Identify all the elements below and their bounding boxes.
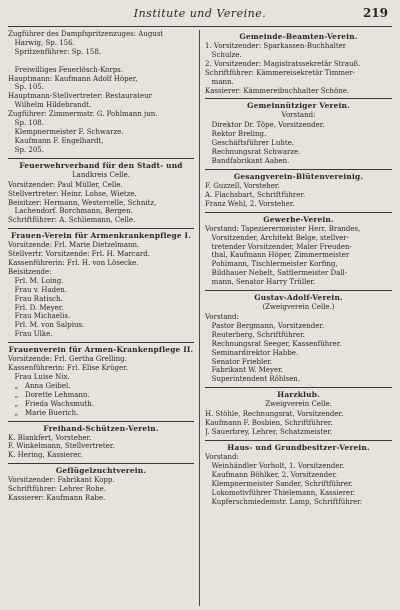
section-subtitle: Landkreis Celle.: [72, 170, 130, 179]
entry-line: tretender Vorsitzender, Maler Freuden-: [205, 242, 352, 251]
section-rule: [8, 158, 194, 159]
entry-line: Vorsitzende: Frl. Gertha Grelling.: [8, 355, 127, 364]
section-title: Gemeinnütziger Verein.: [247, 101, 350, 111]
entry-line: K. Hering, Kassierer.: [8, 451, 83, 460]
section-title: Haus- und Grundbesitzer-Verein.: [227, 443, 370, 452]
entry-line: Zugführer: Zimmermstr. G. Pohlmann jun.: [8, 110, 158, 119]
section-rule: [205, 98, 392, 99]
society-section: [205, 212, 392, 287]
entry-line: 1. Vorsitzender: Sparkassen-Buchhalter: [205, 42, 347, 50]
entry-line: Sp. 108.: [8, 119, 44, 128]
entry-line: J. Sauerbrey, Lehrer, Schatzmeister.: [205, 428, 333, 437]
entry-line: Sp. 105.: [8, 83, 44, 92]
section-title: Feuerwehrverband für den Stadt- und: [19, 160, 183, 170]
entry-line: Kaufmann F. Bosbien, Schriftführer.: [205, 419, 333, 428]
society-section: [8, 421, 194, 461]
entry-line: Reuterberg, Schriftführer.: [205, 330, 305, 339]
entry-line: [8, 57, 194, 66]
entry-line: Spritzenführer: Sp. 158.: [8, 47, 102, 56]
society-section: [205, 32, 392, 95]
section-subtitle: Zweigverein Celle.: [265, 400, 332, 409]
entry-line: mann, Senator Harry Trüller.: [205, 278, 316, 287]
entry-line: Schriftführer: A. Schliemann, Celle.: [8, 216, 136, 225]
section-title: Freihand-Schützen-Verein.: [43, 423, 159, 433]
entry-line: mann.: [205, 77, 234, 86]
entry-line: Kaufmann Böhlker, 2. Vorsitzender.: [205, 470, 338, 479]
section-rule: [205, 387, 392, 388]
entry-line: Stellvertreter: Heinr. Lohse, Wietze.: [8, 189, 137, 198]
entry-line: Klempnermeister F. Schwarze.: [8, 127, 124, 136]
entry-line: Kassierer: Kämmereibuchhalter Schöne.: [205, 86, 350, 95]
section-rule: [8, 463, 194, 464]
entry-line: „ Anna Geibel.: [8, 381, 71, 390]
society-section: [8, 463, 194, 503]
entry-line: Schriftführer: Kämmereisekretär Timmer-: [205, 68, 355, 77]
section-title: Harzklub.: [277, 390, 320, 400]
section-rule: [205, 440, 392, 441]
entry-line: Pohlmann, Tischlermeister Korfing,: [205, 260, 338, 269]
section-title: Gustav-Adolf-Verein.: [254, 293, 343, 303]
entry-line: Klempnermeister Sander, Schriftführer.: [205, 479, 353, 488]
entry-line: Beisitzer: Hermann, Westercelle, Schnitz,: [8, 198, 157, 207]
section-rule: [205, 212, 392, 213]
section-rule: [8, 342, 194, 343]
section-rule: [205, 169, 392, 170]
entry-line: H. Stöhle, Rechnungsrat, Vorsitzender.: [205, 410, 344, 419]
entry-line: Frau Ratisch.: [8, 294, 63, 303]
entry-line: Hauptmann: Kaufmann Adolf Höper,: [8, 74, 138, 83]
entry-line: Kassenführerin: Frl. Elise Krüger.: [8, 364, 128, 373]
entry-line: Vorsitzender: Fabrikant Kopp.: [8, 476, 115, 485]
entry-line: Frau Michaelis.: [8, 312, 71, 321]
column-divider: [199, 30, 200, 606]
entry-line: Rechnungsrat Seeger, Kassenführer.: [205, 339, 342, 348]
entry-line: Bildhauer Nebelt, Sattlermeister Dall-: [205, 269, 348, 278]
section-subtitle: Vorstand:: [281, 111, 316, 120]
section-title: Geflügelzuchtverein.: [55, 466, 147, 476]
entry-line: Weinhändler Vorholt, 1. Vorsitzender.: [205, 461, 345, 470]
entry-line: Frau Luise Nix.: [8, 373, 70, 381]
entry-line: Superintendent Röhlsen.: [205, 375, 301, 384]
entry-line: Vorsitzender: Paul Müller, Celle.: [8, 180, 123, 189]
entry-line: Lokomotivführer Thielemann, Kassierer.: [205, 488, 355, 497]
entry-line: A. Flachsbart, Schriftführer.: [205, 190, 306, 199]
entry-line: Pastor Bergmann, Vorsitzender.: [205, 321, 325, 330]
entry-line: thal, Kaufmann Höper, Zimmermeister: [205, 251, 350, 260]
two-column-body: [8, 30, 392, 606]
entry-line: Frau Ulke.: [8, 330, 53, 339]
entry-line: Rektor Breling.: [205, 130, 267, 139]
society-section: [8, 342, 194, 417]
right-column: [205, 30, 392, 606]
page-number: 219: [362, 6, 388, 20]
entry-line: Kassierer: Kaufmann Rabe.: [8, 494, 106, 503]
entry-line: K. Blankfert, Vorsteher.: [8, 433, 92, 442]
society-section: [205, 169, 392, 209]
entry-line: Wilhelm Hildebrandt.: [8, 101, 92, 110]
entry-line: F. Guzzell, Vorsteher.: [205, 181, 280, 190]
entry-line: Beisitzende:: [8, 267, 52, 276]
entry-line: „ Marie Buerich.: [8, 408, 79, 417]
entry-line: Frl. D. Meyer.: [8, 303, 64, 312]
society-section: [8, 30, 194, 155]
entry-line: Vorsitzender, Architekt Belge, stellver-: [205, 233, 350, 242]
section-title: Gewerbe-Verein.: [263, 214, 334, 224]
entry-line: Senator Friebler.: [205, 357, 273, 366]
entry-line: Lachendorf. Borchmann, Bergen.: [8, 207, 133, 216]
entry-line: Geschäftsführer Luhte.: [205, 139, 295, 148]
entry-line: Kaufmann F. Engelhardt,: [8, 136, 104, 145]
entry-line: Kupferschmiedemstr. Lamp, Schriftführer.: [205, 497, 363, 506]
entry-line: Stellvertr. Vorsitzende: Frl. H. Marcard.: [8, 250, 150, 259]
section-title: Gemeinde-Beamten-Verein.: [239, 32, 358, 41]
society-section: [205, 387, 392, 437]
society-section: [8, 158, 194, 226]
entry-line: Frl. M. von Salpius.: [8, 321, 85, 330]
section-rule: [8, 421, 194, 422]
entry-line: Fabrikant W. Meyer.: [205, 366, 283, 375]
section-title: Gesangverein-Blütenvereinig.: [233, 171, 364, 181]
section-rule: [8, 228, 194, 229]
entry-line: Sp. 205.: [8, 145, 44, 154]
entry-line: Schriftführer: Lehrer Rohe.: [8, 485, 106, 494]
entry-line: Freiwilliges Feuerlösch-Korps.: [8, 65, 124, 74]
entry-line: Seminardirektor Habbe.: [205, 348, 299, 357]
entry-line: Frl. M. Loing.: [8, 276, 64, 285]
section-title: Frauen-Verein für Armenkrankenpflege I.: [11, 231, 191, 241]
entry-line: Vorsitzende: Frl. Marie Dietzelmann.: [8, 241, 140, 250]
entry-line: 2. Vorsitzender: Magistratssekretär Strauß.: [205, 59, 361, 68]
entry-line: F. Winkelmann, Stellvertreter.: [8, 442, 115, 451]
entry-line: Vorstand:: [205, 453, 239, 461]
entry-line: Vorstand: Tapezierermeister Herr. Brandes,: [205, 224, 361, 233]
page-header: [8, 4, 392, 27]
section-title: Frauenverein für Armen-Krankenpflege II.: [8, 345, 194, 355]
section-rule: [205, 290, 392, 291]
entry-line: Hauptmann-Stellvertreter: Restaurateur: [8, 92, 152, 101]
entry-line: Schulze.: [205, 50, 242, 59]
entry-line: Kassenführerin: Frl. H. von Lösecke.: [8, 259, 139, 268]
entry-line: Frau v. Haden.: [8, 285, 67, 294]
society-section: [8, 228, 194, 339]
society-section: [205, 290, 392, 384]
entry-line: Franz Wehl, 2. Vorsteher.: [205, 199, 295, 208]
entry-line: Direktor Dr. Töpe, Vorsitzender.: [205, 121, 325, 130]
society-section: [205, 98, 392, 166]
entry-line: Rechnungsrat Schwarze.: [205, 148, 301, 157]
entry-line: Harwig, Sp. 156.: [8, 38, 75, 47]
entry-line: „ Dorette Lehmann.: [8, 390, 90, 399]
entry-line: Vorstand:: [205, 313, 239, 322]
entry-line: Bandfabrikant Aaben.: [205, 157, 290, 166]
society-section: [205, 440, 392, 506]
entry-line: Zugführer des Dampfspritzenzuges: August: [8, 30, 164, 38]
left-column: [8, 30, 194, 606]
section-subtitle: (Zweigverein Celle.): [262, 303, 335, 312]
running-title: Institute und Vereine.: [133, 7, 267, 20]
entry-line: „ Frieda Wachsmuth.: [8, 399, 94, 408]
